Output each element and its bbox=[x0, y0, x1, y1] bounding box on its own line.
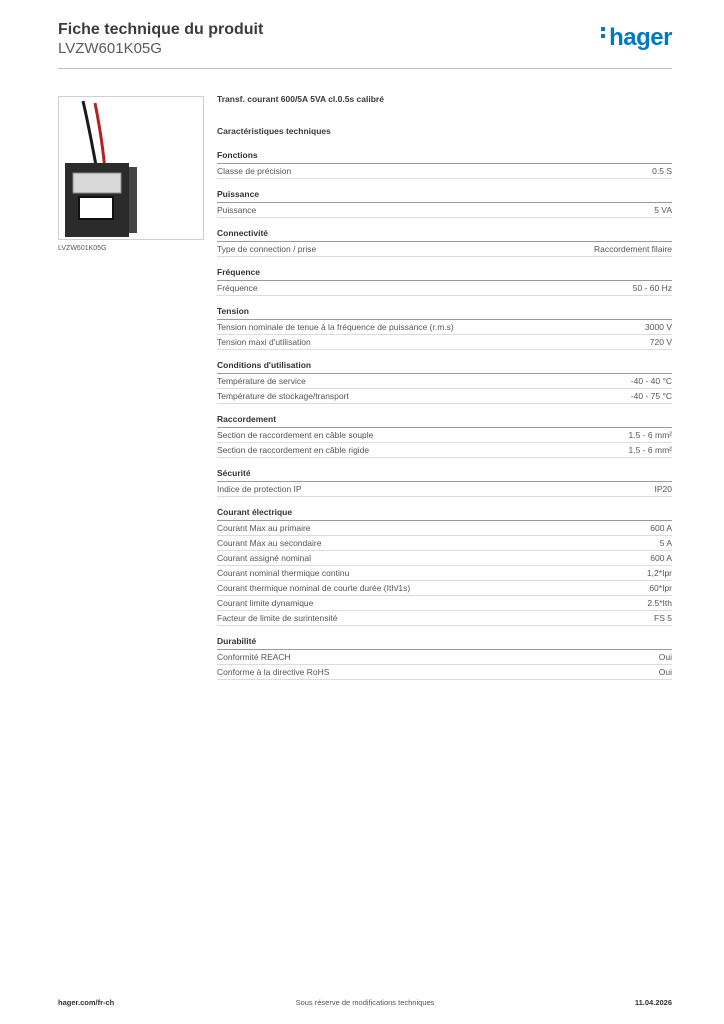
spec-label: Classe de précision bbox=[217, 166, 292, 176]
spec-section bbox=[217, 360, 672, 404]
page-title: Fiche technique du produit bbox=[58, 21, 264, 38]
current-transformer-illustration-icon bbox=[59, 97, 203, 239]
spec-row bbox=[217, 320, 672, 335]
spec-label: Conforme à la directive RoHS bbox=[217, 667, 330, 677]
footer-disclaimer: Sous réserve de modifications techniques bbox=[295, 998, 435, 1007]
spec-value: FS 5 bbox=[654, 613, 672, 623]
section-title: Raccordement bbox=[217, 414, 672, 428]
spec-section bbox=[217, 306, 672, 350]
spec-label: Section de raccordement en câble souple bbox=[217, 430, 374, 440]
section-title: Sécurité bbox=[217, 468, 672, 482]
spec-value: 3000 V bbox=[645, 322, 672, 332]
spec-label: Tension maxi d'utilisation bbox=[217, 337, 311, 347]
spec-section bbox=[217, 636, 672, 680]
section-title: Courant électrique bbox=[217, 507, 672, 521]
spec-row bbox=[217, 650, 672, 665]
spec-row bbox=[217, 203, 672, 218]
spec-value: 2.5*Ith bbox=[647, 598, 672, 608]
spec-value: 1.5 - 6 mm² bbox=[628, 430, 672, 440]
spec-row bbox=[217, 389, 672, 404]
spec-label: Courant limite dynamique bbox=[217, 598, 314, 608]
section-title: Durabilité bbox=[217, 636, 672, 650]
section-title: Fréquence bbox=[217, 267, 672, 281]
spec-section bbox=[217, 468, 672, 497]
spec-value: 600 A bbox=[650, 553, 672, 563]
spec-value: Oui bbox=[658, 652, 672, 662]
spec-section bbox=[217, 267, 672, 296]
spec-value: Oui bbox=[658, 667, 672, 677]
spec-value: 5 VA bbox=[654, 205, 672, 215]
footer-website: hager.com/fr-ch bbox=[58, 998, 115, 1007]
spec-sections bbox=[217, 150, 672, 680]
spec-row bbox=[217, 164, 672, 179]
spec-row bbox=[217, 581, 672, 596]
header-divider bbox=[58, 68, 672, 69]
product-description: Transf. courant 600/5A 5VA cl.0.5s calibré bbox=[217, 94, 384, 104]
spec-value: 720 V bbox=[649, 337, 672, 347]
spec-row bbox=[217, 281, 672, 296]
spec-label: Section de raccordement en câble rigide bbox=[217, 445, 370, 455]
spec-label: Courant Max au secondaire bbox=[217, 538, 322, 548]
spec-row bbox=[217, 665, 672, 680]
spec-value: 1,2*Ipr bbox=[646, 568, 672, 578]
spec-label: Facteur de limite de surintensité bbox=[217, 613, 338, 623]
spec-value: Raccordement filaire bbox=[594, 244, 672, 254]
spec-row bbox=[217, 482, 672, 497]
spec-value: 60*Ipr bbox=[649, 583, 672, 593]
spec-section bbox=[217, 150, 672, 179]
spec-label: Courant thermique nominal de courte durée (Ith/1s) bbox=[217, 583, 411, 593]
spec-row bbox=[217, 566, 672, 581]
spec-label: Puissance bbox=[217, 205, 257, 215]
spec-row bbox=[217, 335, 672, 350]
spec-label: Courant assigné nominal bbox=[217, 553, 312, 563]
image-caption: LVZW601K05G bbox=[58, 245, 107, 252]
footer-date: 11.04.2026 bbox=[634, 998, 672, 1007]
spec-value: 50 - 60 Hz bbox=[632, 283, 672, 293]
spec-label: Courant Max au primaire bbox=[217, 523, 311, 533]
spec-label: Tension nominale de tenue à la fréquence de puissance (r.m.s) bbox=[217, 322, 454, 332]
spec-label: Température de stockage/transport bbox=[217, 391, 349, 401]
section-title: Puissance bbox=[217, 189, 672, 203]
spec-label: Fréquence bbox=[217, 283, 258, 293]
page-header bbox=[58, 20, 263, 58]
logo-dots-icon bbox=[601, 24, 606, 41]
spec-row bbox=[217, 596, 672, 611]
spec-row bbox=[217, 521, 672, 536]
spec-row bbox=[217, 428, 672, 443]
spec-row bbox=[217, 374, 672, 389]
spec-section bbox=[217, 414, 672, 458]
spec-row bbox=[217, 551, 672, 566]
spec-value: 0.5 S bbox=[652, 166, 672, 176]
spec-row bbox=[217, 242, 672, 257]
section-title: Conditions d'utilisation bbox=[217, 360, 672, 374]
product-reference: LVZW601K05G bbox=[58, 40, 162, 57]
spec-value: 600 A bbox=[650, 523, 672, 533]
spec-row bbox=[217, 536, 672, 551]
spec-value: 1.5 - 6 mm² bbox=[628, 445, 672, 455]
hager-logo bbox=[601, 24, 672, 52]
spec-label: Type de connection / prise bbox=[217, 244, 317, 254]
spec-label: Courant nominal thermique continu bbox=[217, 568, 350, 578]
section-title: Tension bbox=[217, 306, 672, 320]
spec-value: -40 - 75 °C bbox=[630, 391, 672, 401]
spec-row bbox=[217, 443, 672, 458]
spec-section bbox=[217, 228, 672, 257]
spec-label: Température de service bbox=[217, 376, 306, 386]
spec-section bbox=[217, 507, 672, 626]
spec-value: -40 - 40 °C bbox=[630, 376, 672, 386]
spec-value: 5 A bbox=[659, 538, 672, 548]
product-image bbox=[58, 96, 204, 240]
section-title: Fonctions bbox=[217, 150, 672, 164]
logo-text: hager bbox=[609, 24, 672, 51]
spec-value: IP20 bbox=[654, 484, 672, 494]
technical-characteristics-heading: Caractéristiques techniques bbox=[217, 126, 331, 136]
spec-row bbox=[217, 611, 672, 626]
spec-label: Conformité REACH bbox=[217, 652, 291, 662]
section-title: Connectivité bbox=[217, 228, 672, 242]
spec-content bbox=[217, 94, 672, 690]
spec-section bbox=[217, 189, 672, 218]
spec-label: Indice de protection IP bbox=[217, 484, 302, 494]
